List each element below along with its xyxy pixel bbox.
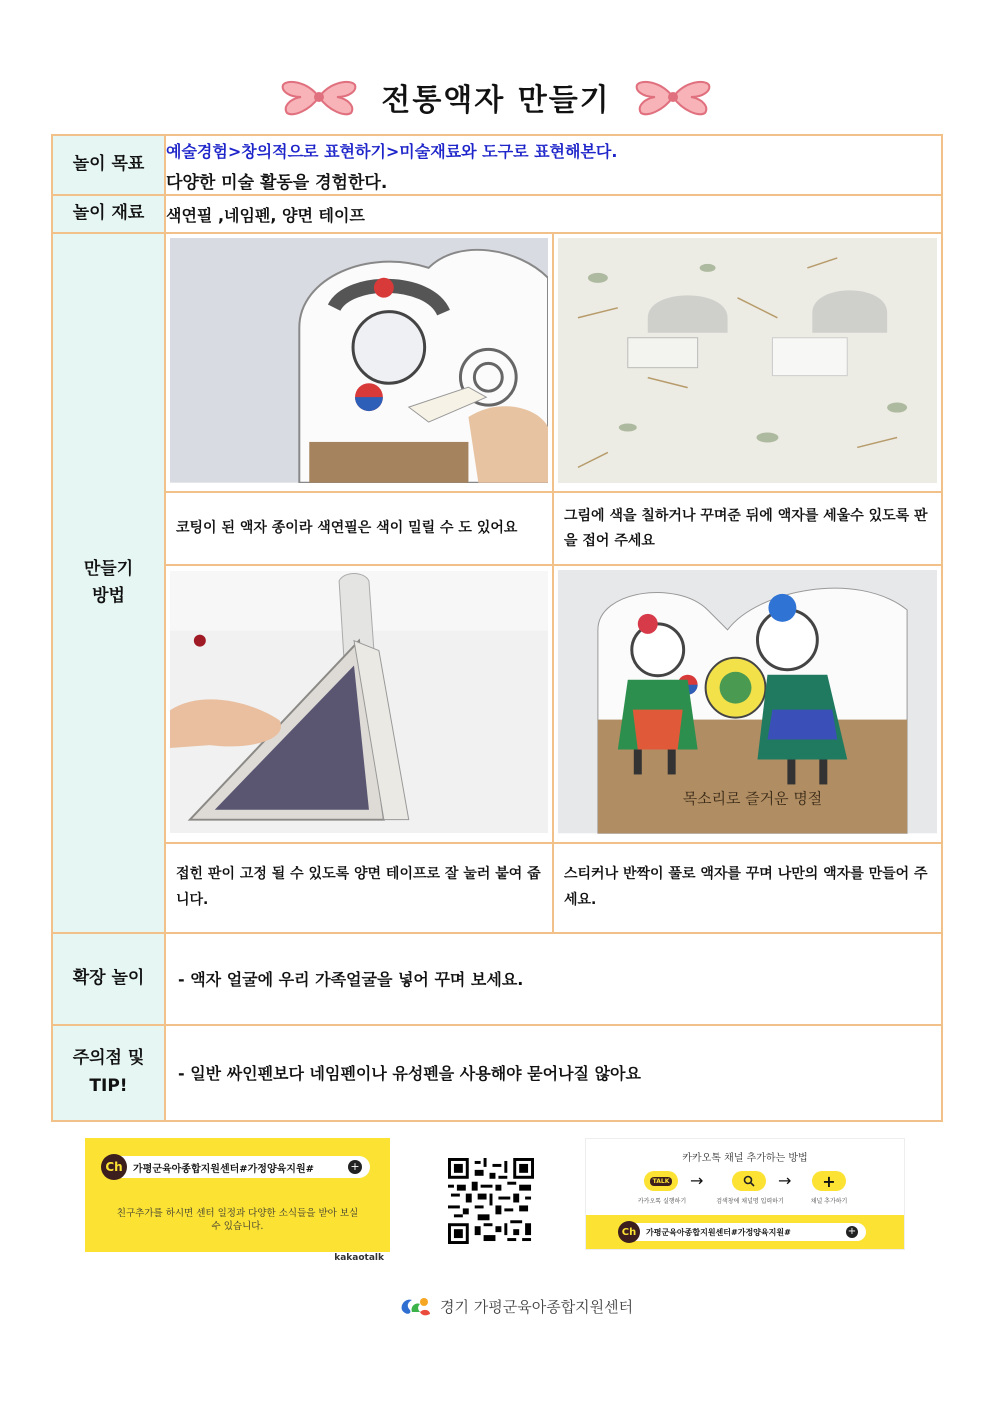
goal-content bbox=[165, 135, 942, 195]
extension-content: - 액자 얼굴에 우리 가족얼굴을 넣어 꾸며 보세요. bbox=[165, 933, 942, 1025]
method-label bbox=[52, 233, 165, 933]
ribbon-bow-icon bbox=[279, 75, 359, 119]
photo-coloring-cell bbox=[165, 233, 553, 492]
materials-row bbox=[52, 195, 942, 233]
org-name: 경기 가평군육아종합지원센터 bbox=[440, 1297, 634, 1316]
method-caption-row-2 bbox=[52, 843, 942, 933]
photo-finished-frame bbox=[558, 570, 937, 833]
org-logo-icon bbox=[398, 1294, 432, 1318]
materials-label: 놀이 재료 bbox=[52, 195, 165, 233]
banner-description bbox=[85, 1208, 390, 1234]
photo-taping-stand bbox=[170, 571, 548, 834]
kakao-channel-icon: Ch bbox=[101, 1154, 127, 1180]
method-photo-row-1 bbox=[52, 233, 942, 492]
caution-label-line-2: TIP! bbox=[89, 1075, 128, 1096]
banner-desc-line-1: 친구추가를 하시면 센터 일정과 다양한 소식들을 받아 보실 bbox=[116, 1208, 359, 1219]
goal-line-2: 다양한 미술 활동을 경험한다. bbox=[166, 173, 388, 193]
banner-brand-strip bbox=[85, 1252, 390, 1266]
photo-coloring-frame bbox=[170, 238, 548, 483]
caution-label-line-1: 주의점 및 bbox=[72, 1048, 145, 1069]
caption-1: 코팅이 된 액자 종이라 색연필은 색이 밀릴 수 도 있어요 bbox=[165, 492, 553, 565]
add-channel-icon: + bbox=[847, 1226, 857, 1237]
arrow-right-icon: → bbox=[778, 1171, 792, 1190]
photo-taping-cell bbox=[165, 565, 553, 842]
kakao-channel-banner[interactable] bbox=[85, 1138, 390, 1266]
materials-content: 색연필 ,네임펜, 양면 테이프 bbox=[165, 195, 942, 233]
caption-4: 스티커나 반짝이 풀로 액자를 꾸며 나만의 액자를 만들어 주세요. bbox=[553, 843, 942, 933]
plus-icon: + bbox=[812, 1171, 846, 1191]
kakao-channel-icon: Ch bbox=[618, 1221, 640, 1243]
guide-channel-strip bbox=[586, 1215, 904, 1249]
photo-folding-back bbox=[558, 238, 937, 483]
guide-channel-name: 가평군육아종합지원센터#가정양육지원# bbox=[646, 1227, 791, 1237]
guide-channel-bar bbox=[622, 1223, 866, 1241]
caution-row bbox=[52, 1025, 942, 1121]
kakaotalk-brand: kakaotalk bbox=[334, 1253, 384, 1263]
org-logo bbox=[398, 1292, 633, 1320]
caution-content: - 일반 싸인펜보다 네임펜이나 유성펜을 사용해야 묻어나질 않아요 bbox=[165, 1025, 942, 1121]
title-row bbox=[0, 62, 992, 132]
guide-heading: 카카오톡 채널 추가하는 방법 bbox=[682, 1153, 808, 1164]
photo-folding-back-cell bbox=[553, 233, 942, 492]
method-label-line-1: 만들기 bbox=[83, 558, 134, 579]
talk-icon-label: TALK bbox=[650, 1177, 673, 1186]
guide-step-1: 카카오톡 실행하기 bbox=[637, 1198, 687, 1205]
goal-line-1: 예술경험>창의적으로 표현하기>미술재료와 도구로 표현해본다. bbox=[166, 142, 618, 161]
goal-label: 놀이 목표 bbox=[52, 135, 165, 195]
activity-table bbox=[51, 134, 943, 1122]
caption-2: 그림에 색을 칠하거나 꾸며준 뒤에 액자를 세울수 있도록 판을 접어 주세요 bbox=[553, 492, 942, 565]
extension-label: 확장 놀이 bbox=[52, 933, 165, 1025]
channel-search-bar bbox=[105, 1156, 370, 1178]
qr-code-icon[interactable] bbox=[448, 1158, 534, 1244]
photo-finished-cell bbox=[553, 565, 942, 842]
method-label-line-2: 방법 bbox=[92, 585, 125, 606]
talk-icon bbox=[644, 1171, 678, 1191]
method-caption-row-1 bbox=[52, 492, 942, 565]
channel-name: 가평군육아종합지원센터#가정양육지원# bbox=[133, 1163, 314, 1175]
method-photo-row-2 bbox=[52, 565, 942, 842]
caution-label bbox=[52, 1025, 165, 1121]
ribbon-bow-icon bbox=[633, 75, 713, 119]
caption-3: 접힌 판이 고정 될 수 있도록 양면 테이프로 잘 눌러 붙여 줍니다. bbox=[165, 843, 553, 933]
extension-row bbox=[52, 933, 942, 1025]
guide-step-2: 검색창에 채널명 입력하기 bbox=[716, 1198, 784, 1205]
guide-step-3: 채널 추가하기 bbox=[810, 1198, 848, 1205]
arrow-right-icon: → bbox=[690, 1171, 704, 1190]
channel-add-guide bbox=[585, 1138, 905, 1250]
goal-row bbox=[52, 135, 942, 195]
add-channel-icon[interactable]: + bbox=[348, 1160, 362, 1174]
banner-desc-line-2: 수 있습니다. bbox=[211, 1220, 264, 1232]
search-icon bbox=[732, 1171, 766, 1191]
page-title: 전통액자 만들기 bbox=[381, 83, 611, 118]
frame-caption-text: 목소리로 즐거운 명절 bbox=[682, 789, 823, 808]
